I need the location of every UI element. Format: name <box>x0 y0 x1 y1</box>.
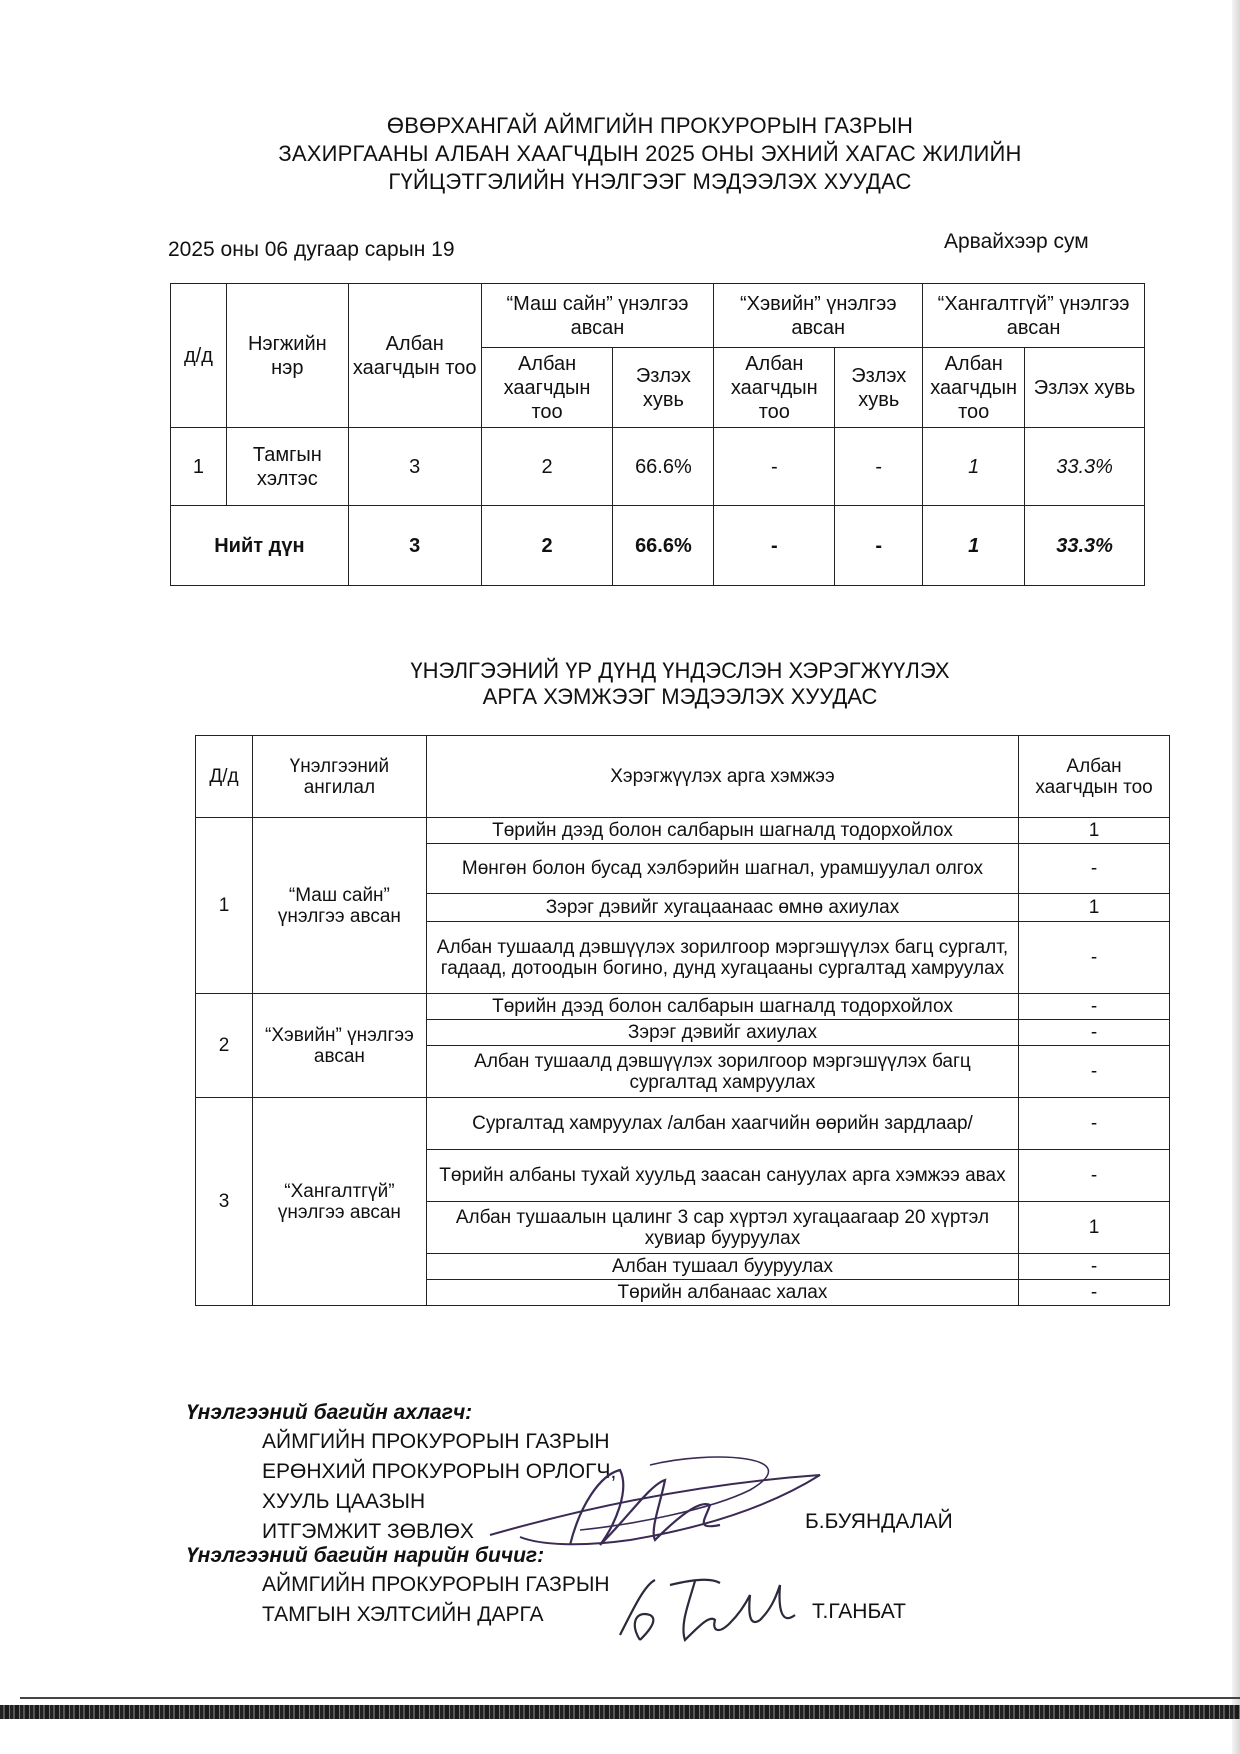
measure-text: Албан тушаалд дэвшүүлэх зорилгоор мэргэшүүлэх багц сургалтад хамруулах <box>426 1046 1018 1098</box>
header-normal: “Хэвийн” үнэлгээ авсан <box>714 284 923 348</box>
document-date: 2025 оны 06 дугаар сарын 19 <box>168 238 455 261</box>
measure-text: Албан тушаалын цалинг 3 сар хүртэл хугацаагаар 20 хүртэл хувиар бууруулах <box>426 1202 1018 1254</box>
measures-table <box>195 735 1170 1306</box>
chair-label <box>186 1398 472 1428</box>
header-poor: “Хангалтгүй” үнэлгээ авсан <box>923 284 1145 348</box>
header-excellent: “Маш сайн” үнэлгээ авсан <box>481 284 714 348</box>
secretary-name: Т.ГАНБАТ <box>812 1600 906 1623</box>
measure-text: Мөнгөн болон бусад хэлбэрийн шагнал, урамшуулал олгох <box>426 844 1018 894</box>
measure-count: - <box>1019 1254 1170 1280</box>
measure-count: - <box>1019 1098 1170 1150</box>
row-count: 3 <box>348 428 481 506</box>
measure-count: 1 <box>1019 818 1170 844</box>
row-exc-count: 2 <box>481 428 613 506</box>
secretary-position-line: АЙМГИЙН ПРОКУРОРЫН ГАЗРЫН <box>262 1573 610 1596</box>
secretary-position <box>262 1570 610 1630</box>
table-row <box>196 818 1170 844</box>
header-unit: Нэгжийн нэр <box>226 284 348 428</box>
subheader-share: Эзлэх хувь <box>613 348 714 428</box>
row-unit: Тамгын хэлтэс <box>226 428 348 506</box>
subtitle-line: ҮНЭЛГЭЭНИЙ ҮР ДҮНД ҮНДЭСЛЭН ХЭРЭГЖҮҮЛЭХ <box>410 658 950 683</box>
measure-count: - <box>1019 844 1170 894</box>
group-num: 1 <box>196 818 253 994</box>
measure-text: Төрийн дээд болон салбарын шагналд тодорхойлох <box>426 994 1018 1020</box>
table-row <box>196 994 1170 1020</box>
measure-count: - <box>1019 994 1170 1020</box>
subheader-share: Эзлэх хувь <box>835 348 923 428</box>
table-row <box>196 1098 1170 1150</box>
secretary-position-line: ТАМГЫН ХЭЛТСИЙН ДАРГА <box>262 1603 544 1626</box>
scan-artifact-line <box>20 1697 1240 1699</box>
measure-count: - <box>1019 1280 1170 1306</box>
measure-text: Албан тушаал бууруулах <box>426 1254 1018 1280</box>
subheader-count: Албан хаагчдын тоо <box>714 348 835 428</box>
secretary-label-text: Үнэлгээний багийн нарийн бичиг: <box>186 1544 545 1567</box>
measure-text: Төрийн албаны тухай хуульд заасан сануулах арга хэмжээ авах <box>426 1150 1018 1202</box>
document-title <box>160 112 1140 196</box>
total-norm-share: - <box>835 506 923 586</box>
group-category: “Хэвийн” үнэлгээ авсан <box>252 994 426 1098</box>
group-category: “Маш сайн” үнэлгээ авсан <box>252 818 426 994</box>
secretary-signature <box>600 1565 820 1650</box>
measure-text: Зэрэг дэвийг хугацаанаас өмнө ахиулах <box>426 894 1018 922</box>
chair-position-line: ЕРӨНХИЙ ПРОКУРОРЫН ОРЛОГЧ, <box>262 1460 617 1483</box>
total-row <box>171 506 1145 586</box>
chair-position-line: АЙМГИЙН ПРОКУРОРЫН ГАЗРЫН <box>262 1430 610 1453</box>
total-exc-count: 2 <box>481 506 613 586</box>
table-row <box>171 428 1145 506</box>
document-place: Арвайхээр сум <box>944 230 1089 253</box>
header-measure: Хэрэгжүүлэх арга хэмжээ <box>426 736 1018 818</box>
group-num: 2 <box>196 994 253 1098</box>
chair-signature <box>480 1445 840 1565</box>
header-count: Албан хаагчдын тоо <box>1019 736 1170 818</box>
page-edge <box>1232 0 1240 1754</box>
measure-text: Төрийн албанаас халах <box>426 1280 1018 1306</box>
row-norm-count: - <box>714 428 835 506</box>
total-poor-count: 1 <box>923 506 1025 586</box>
total-norm-count: - <box>714 506 835 586</box>
row-num: 1 <box>171 428 227 506</box>
subheader-share: Эзлэх хувь <box>1025 348 1145 428</box>
total-label: Нийт дүн <box>171 506 349 586</box>
row-exc-share: 66.6% <box>613 428 714 506</box>
measure-count: - <box>1019 1020 1170 1046</box>
group-num: 3 <box>196 1098 253 1306</box>
group-category: “Хангалтгүй” үнэлгээ авсан <box>252 1098 426 1306</box>
total-exc-share: 66.6% <box>613 506 714 586</box>
measure-count: - <box>1019 1046 1170 1098</box>
header-num: Д/д <box>196 736 253 818</box>
title-line: ГҮЙЦЭТГЭЛИЙН ҮНЭЛГЭЭГ МЭДЭЭЛЭХ ХУУДАС <box>388 169 912 194</box>
measure-text: Төрийн дээд болон салбарын шагналд тодорхойлох <box>426 818 1018 844</box>
subheader-count: Албан хаагчдын тоо <box>923 348 1025 428</box>
evaluation-summary-table <box>170 283 1145 586</box>
measure-count: 1 <box>1019 1202 1170 1254</box>
measure-text: Албан тушаалд дэвшүүлэх зорилгоор мэргэшүүлэх багц сургалт, гадаад, дотоодын богино, дунд хугацааны сургалтад хамруулах <box>426 922 1018 994</box>
section-subtitle <box>200 658 1160 710</box>
measure-count: - <box>1019 922 1170 994</box>
row-norm-share: - <box>835 428 923 506</box>
subtitle-line: АРГА ХЭМЖЭЭГ МЭДЭЭЛЭХ ХУУДАС <box>482 684 878 709</box>
row-poor-count: 1 <box>923 428 1025 506</box>
measure-text: Сургалтад хамруулах /албан хаагчийн өөрийн зардлаар/ <box>426 1098 1018 1150</box>
header-num: д/д <box>171 284 227 428</box>
title-line: ЗАХИРГААНЫ АЛБАН ХААГЧДЫН 2025 ОНЫ ЭХНИЙ ХАГАС ЖИЛИЙН <box>278 141 1022 166</box>
chair-position-line: ИТГЭМЖИТ ЗӨВЛӨХ <box>262 1520 474 1543</box>
header-category: Үнэлгээний ангилал <box>252 736 426 818</box>
header-count: Албан хаагчдын тоо <box>348 284 481 428</box>
measure-count: 1 <box>1019 894 1170 922</box>
scan-artifact-bar <box>0 1705 1240 1719</box>
title-line: ӨВӨРХАНГАЙ АЙМГИЙН ПРОКУРОРЫН ГАЗРЫН <box>386 113 914 138</box>
chair-label-text: Үнэлгээний багийн ахлагч: <box>186 1401 473 1424</box>
measure-text: Зэрэг дэвийг ахиулах <box>426 1020 1018 1046</box>
total-poor-share: 33.3% <box>1025 506 1145 586</box>
chair-name: Б.БУЯНДАЛАЙ <box>805 1510 953 1533</box>
total-count: 3 <box>348 506 481 586</box>
subheader-count: Албан хаагчдын тоо <box>481 348 613 428</box>
chair-position-line: ХУУЛЬ ЦААЗЫН <box>262 1490 426 1513</box>
row-poor-share: 33.3% <box>1025 428 1145 506</box>
measure-count: - <box>1019 1150 1170 1202</box>
